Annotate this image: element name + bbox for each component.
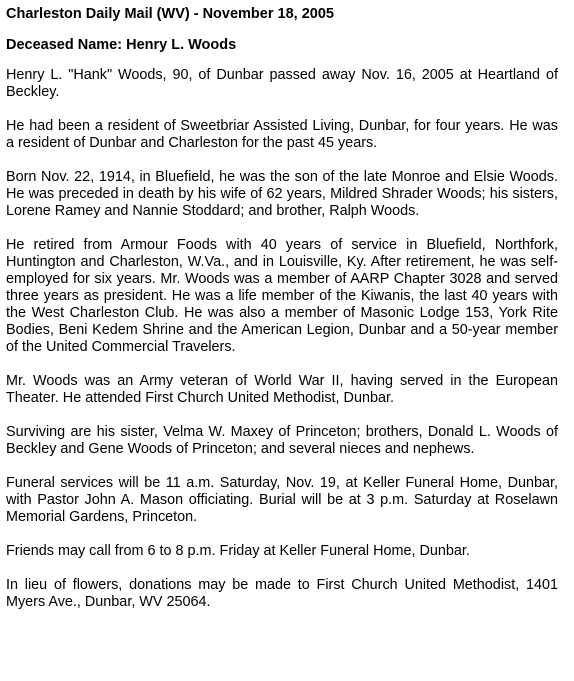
paragraph-survivors: Surviving are his sister, Velma W. Maxey of Princeton; brothers, Donald L. Woods of Beckley and Gene Woods of Princeton; and several nieces and nephews. bbox=[6, 424, 558, 457]
source-heading: Charleston Daily Mail (WV) - November 18, 2005 bbox=[6, 6, 334, 22]
paragraph-donations: In lieu of flowers, donations may be made to First Church United Methodist, 1401 Myers Ave., Dunbar, WV 25064. bbox=[6, 577, 558, 610]
deceased-name-heading: Deceased Name: Henry L. Woods bbox=[6, 37, 237, 53]
paragraph-career-memberships: He retired from Armour Foods with 40 years of service in Bluefield, Northfork, Huntington and Charleston, W.Va., and in Louisville, Ky. After retirement, he was self-employed for six years. Mr. Woods was a member of AARP Chapter 3028 and served three years as president. He was a life member of the Kiwanis, the last 40 years with the West Charleston Club. He was also a member of Masonic Lodge 153, York Rite Bodies, Beni Kedem Shrine and the American Legion, Dunbar and a 50-year member of the United Commercial Travelers. bbox=[6, 237, 558, 355]
paragraph-visitation: Friends may call from 6 to 8 p.m. Friday at Keller Funeral Home, Dunbar. bbox=[6, 543, 470, 559]
paragraph-funeral-services: Funeral services will be 11 a.m. Saturday, Nov. 19, at Keller Funeral Home, Dunbar, with Pastor John A. Mason officiating. Burial will be at 3 p.m. Saturday at Roselawn Memorial Gardens, Princeton. bbox=[6, 475, 558, 525]
paragraph-intro: Henry L. "Hank" Woods, 90, of Dunbar passed away Nov. 16, 2005 at Heartland of Beckley. bbox=[6, 67, 558, 100]
paragraph-military-church: Mr. Woods was an Army veteran of World War II, having served in the European Theater. He attended First Church United Methodist, Dunbar. bbox=[6, 373, 558, 406]
paragraph-birth-family: Born Nov. 22, 1914, in Bluefield, he was the son of the late Monroe and Elsie Woods. He was preceded in death by his wife of 62 years, Mildred Shrader Woods; his sisters, Lorene Ramey and Nannie Stoddard; and brother, Ralph Woods. bbox=[6, 169, 558, 219]
paragraph-residence: He had been a resident of Sweetbriar Assisted Living, Dunbar, for four years. He was a resident of Dunbar and Charleston for the past 45 years. bbox=[6, 118, 558, 151]
obituary-document bbox=[6, 6, 558, 628]
